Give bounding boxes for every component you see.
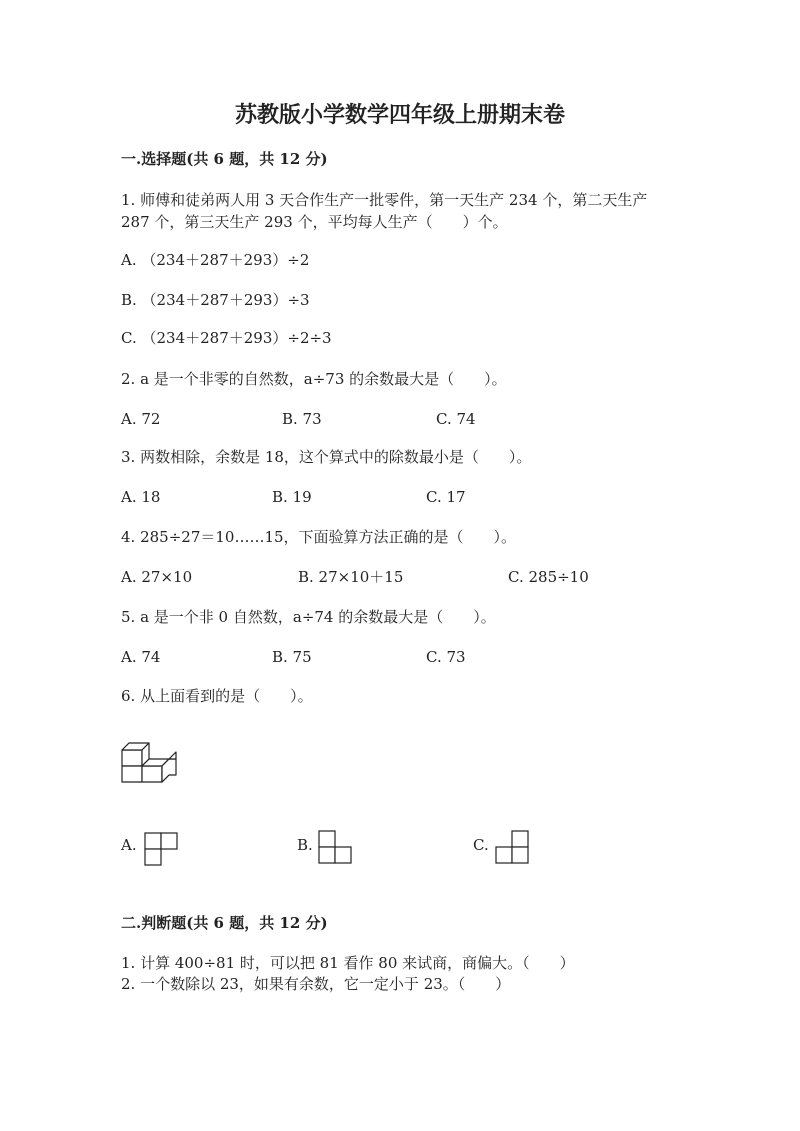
question-2-option-b[interactable]: B. 73 xyxy=(282,410,322,428)
question-4-option-c[interactable]: C. 285÷10 xyxy=(508,568,589,586)
question-1-option-a[interactable]: A. （234＋287＋293）÷2 xyxy=(121,251,310,269)
judgment-question-1: 1. 计算 400÷81 时，可以把 81 看作 80 来试商，商偏大。（ ） xyxy=(121,954,575,972)
question-3-text: 3. 两数相除，余数是 18，这个算式中的除数最小是（ ）。 xyxy=(121,448,532,466)
question-6-option-b[interactable]: B. xyxy=(297,836,313,854)
question-4-option-a[interactable]: A. 27×10 xyxy=(121,568,193,586)
section-heading-judgment: 二.判断题(共 6 题，共 12 分) xyxy=(121,914,328,932)
question-1-option-c[interactable]: C. （234＋287＋293）÷2÷3 xyxy=(121,329,332,347)
question-5-text: 5. a 是一个非 0 自然数，a÷74 的余数最大是（ ）。 xyxy=(121,608,496,626)
question-2-text: 2. a 是一个非零的自然数，a÷73 的余数最大是（ ）。 xyxy=(121,370,507,388)
question-5-option-b[interactable]: B. 75 xyxy=(272,648,312,666)
question-6-text: 6. 从上面看到的是（ ）。 xyxy=(121,687,313,705)
question-2-option-c[interactable]: C. 74 xyxy=(436,410,476,428)
question-2-option-a[interactable]: A. 72 xyxy=(121,410,161,428)
cube-arrangement-figure xyxy=(120,738,180,786)
question-3-option-c[interactable]: C. 17 xyxy=(426,488,466,506)
page-title: 苏教版小学数学四年级上册期末卷 xyxy=(234,102,565,128)
question-6-option-a[interactable]: A. xyxy=(121,836,137,854)
question-1-line-1: 1. 师傅和徒弟两人用 3 天合作生产一批零件，第一天生产 234 个，第二天生产 xyxy=(121,191,648,209)
view-option-b-icon xyxy=(318,830,352,864)
question-3-option-b[interactable]: B. 19 xyxy=(272,488,312,506)
question-5-option-c[interactable]: C. 73 xyxy=(426,648,466,666)
view-option-a-icon xyxy=(144,832,178,866)
question-1-line-2: 287 个，第三天生产 293 个，平均每人生产（ ）个。 xyxy=(121,213,508,231)
question-1-option-b[interactable]: B. （234＋287＋293）÷3 xyxy=(121,291,310,309)
judgment-question-2: 2. 一个数除以 23，如果有余数，它一定小于 23。（ ） xyxy=(121,975,511,993)
question-4-text: 4. 285÷27＝10……15，下面验算方法正确的是（ ）。 xyxy=(121,528,517,546)
question-6-option-c[interactable]: C. xyxy=(473,836,489,854)
section-heading-choice: 一.选择题(共 6 题，共 12 分) xyxy=(121,150,328,168)
question-3-option-a[interactable]: A. 18 xyxy=(121,488,161,506)
question-5-option-a[interactable]: A. 74 xyxy=(121,648,161,666)
view-option-c-icon xyxy=(495,830,529,864)
question-4-option-b[interactable]: B. 27×10＋15 xyxy=(298,568,404,586)
